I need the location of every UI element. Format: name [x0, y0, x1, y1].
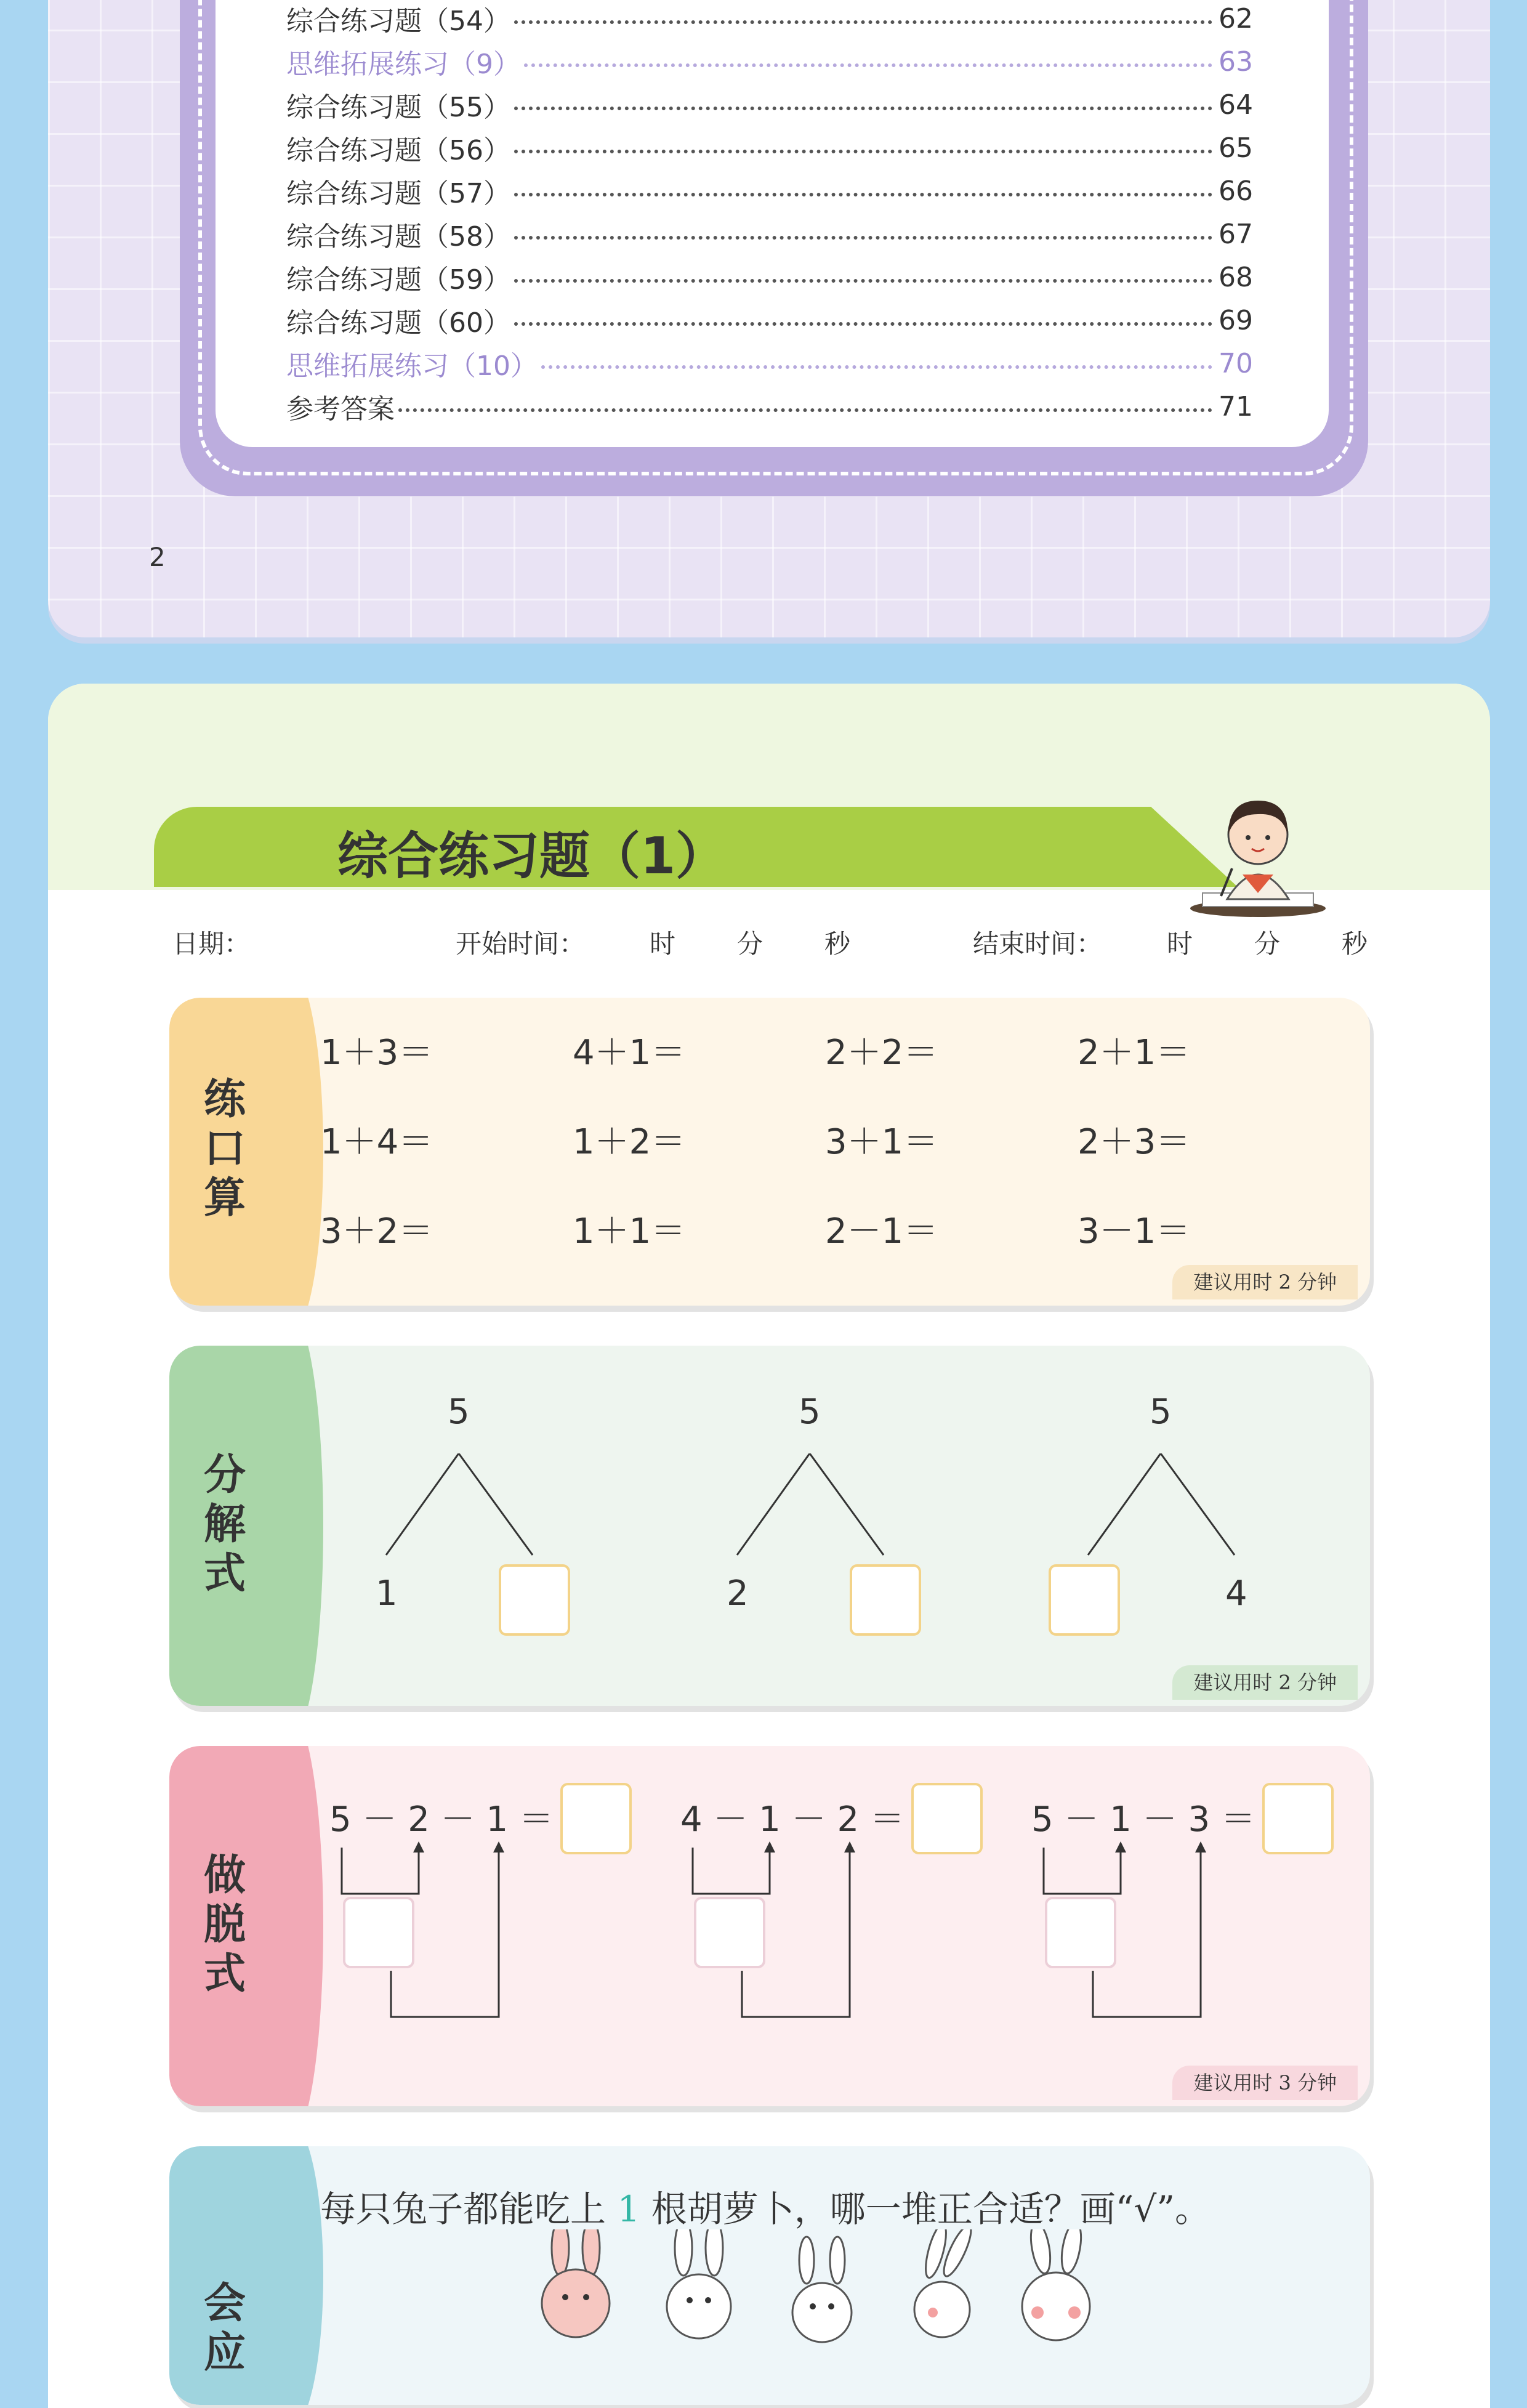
- detach-equation: 4 － 1 － 2 ＝: [680, 1800, 905, 1840]
- decompose-right-number: 4: [1225, 1574, 1247, 1614]
- toc-leader-dots: [514, 279, 1212, 283]
- toc-leader-dots: [514, 107, 1212, 110]
- detach-hint: 建议用时 3 分钟: [1172, 2066, 1358, 2100]
- toc-entry-page: 71: [1219, 390, 1253, 422]
- toc-entry-page: 67: [1219, 218, 1253, 250]
- toc-leader-dots: [398, 408, 1212, 412]
- tab-curve: [256, 2146, 323, 2405]
- toc-entry-label: 综合练习题（58）: [286, 221, 510, 253]
- toc-entry-label: 参考答案: [286, 394, 395, 425]
- tab-curve: [256, 1746, 323, 2106]
- answer-box[interactable]: [1049, 1564, 1120, 1636]
- toc-leader-dots: [514, 193, 1212, 196]
- toc-entry-page: 69: [1219, 304, 1253, 336]
- toc-entry-label: 思维拓展练习（9）: [286, 49, 520, 80]
- worksheet-title: 综合练习题（1）: [337, 827, 727, 886]
- decompose-hint: 建议用时 2 分钟: [1172, 1665, 1358, 1700]
- decompose-panel: [169, 1346, 1370, 1706]
- oral-calc-panel: [169, 998, 1370, 1306]
- decompose-top-number: 5: [448, 1392, 470, 1432]
- tab-curve: [256, 998, 323, 1306]
- toc-entry[interactable]: [286, 86, 1253, 123]
- toc-entry[interactable]: [286, 172, 1253, 209]
- toc-entry-label: 综合练习题（56）: [286, 135, 510, 166]
- question-number: 1: [617, 2188, 640, 2230]
- rabbit-icon: [1022, 2229, 1090, 2340]
- answer-box[interactable]: [850, 1564, 921, 1636]
- toc-leader-dots: [514, 20, 1212, 24]
- toc-entry[interactable]: [286, 302, 1253, 339]
- detach-arrows: [336, 1838, 533, 2035]
- detach-arrows: [1037, 1838, 1235, 2035]
- student-illustration: [1184, 776, 1332, 918]
- page-number: 2: [149, 542, 166, 572]
- rabbit-icon: [914, 2229, 976, 2337]
- toc-entry-page: 68: [1219, 261, 1253, 293]
- answer-box[interactable]: [499, 1564, 570, 1636]
- toc-entry[interactable]: [286, 388, 1253, 425]
- match-question: [320, 2180, 1211, 2232]
- toc-entry[interactable]: [286, 129, 1253, 166]
- toc-entry-label: 思维拓展练习（10）: [286, 350, 538, 382]
- question-text-pre: 每只兔子都能吃上: [320, 2188, 618, 2230]
- toc-entry-page: 70: [1219, 347, 1253, 379]
- toc-entry-label: 综合练习题（60）: [286, 307, 510, 339]
- toc-entry-page: 66: [1219, 175, 1253, 207]
- decompose-left-number: 2: [727, 1574, 749, 1614]
- toc-entry-page: 63: [1219, 46, 1253, 78]
- decompose-branches: [329, 1453, 588, 1577]
- toc-entry-page: 65: [1219, 132, 1253, 164]
- toc-entry-label: 综合练习题（54）: [286, 6, 510, 37]
- detach-arrows: [687, 1838, 884, 2035]
- decompose-top-number: 5: [799, 1392, 821, 1432]
- oral-calc-equation: 1＋4＝: [320, 1122, 433, 1162]
- oral-calc-equation: 2－1＝: [825, 1211, 938, 1251]
- oral-calc-equation: 3－1＝: [1078, 1211, 1191, 1251]
- start-time-label: 开始时间：: [456, 929, 586, 959]
- oral-calc-equation: 2＋2＝: [825, 1033, 938, 1073]
- start-hour-unit: 时: [650, 929, 676, 959]
- toc-entry[interactable]: [286, 43, 1253, 80]
- oral-calc-equation: 2＋1＝: [1078, 1033, 1191, 1073]
- toc-entry-page: 64: [1219, 89, 1253, 121]
- toc-leader-dots: [524, 63, 1212, 67]
- oral-calc-equation: 4＋1＝: [573, 1033, 686, 1073]
- start-minute-unit: 分: [737, 929, 764, 959]
- detach-tab-label: 做 脱 式: [203, 1851, 246, 1998]
- toc-entry[interactable]: [286, 0, 1253, 37]
- end-minute-unit: 分: [1254, 929, 1281, 959]
- oral-calc-equation: 3＋2＝: [320, 1211, 433, 1251]
- question-text-post: 根胡萝卜，哪一堆正合适？画“√”。: [640, 2188, 1211, 2230]
- toc-entry[interactable]: [286, 345, 1253, 382]
- rabbit-icon: [667, 2229, 731, 2338]
- end-hour-unit: 时: [1167, 929, 1193, 959]
- toc-leader-dots: [514, 150, 1212, 153]
- final-answer-box[interactable]: [560, 1783, 632, 1854]
- toc-entry-page: 62: [1219, 2, 1253, 34]
- oral-calc-equation: 3＋1＝: [825, 1122, 938, 1162]
- toc-entry[interactable]: [286, 216, 1253, 253]
- oral-calc-hint: 建议用时 2 分钟: [1172, 1265, 1358, 1299]
- toc-entry-label: 综合练习题（55）: [286, 92, 510, 123]
- date-label: 日期：: [172, 929, 251, 959]
- oral-calc-equation: 1＋3＝: [320, 1033, 433, 1073]
- start-second-unit: 秒: [824, 929, 851, 959]
- tab-curve: [256, 1346, 323, 1706]
- decompose-tab-label: 分 解 式: [203, 1450, 246, 1598]
- final-answer-box[interactable]: [911, 1783, 983, 1854]
- rabbit-icon: [542, 2229, 610, 2337]
- oral-calc-equation: 2＋3＝: [1078, 1122, 1191, 1162]
- match-tab-label: 会 应: [203, 2279, 246, 2377]
- toc-entry-label: 综合练习题（59）: [286, 264, 510, 296]
- oral-calc-equation: 1＋1＝: [573, 1211, 686, 1251]
- toc-entry[interactable]: [286, 259, 1253, 296]
- final-answer-box[interactable]: [1262, 1783, 1334, 1854]
- oral-calc-tab-label: 练 口 算: [203, 1075, 246, 1222]
- detach-equation: 5 － 1 － 3 ＝: [1031, 1800, 1255, 1840]
- decompose-branches: [1031, 1453, 1290, 1577]
- oral-calc-equation: 1＋2＝: [573, 1122, 686, 1162]
- detach-panel: [169, 1746, 1370, 2106]
- end-second-unit: 秒: [1342, 929, 1368, 959]
- decompose-top-number: 5: [1150, 1392, 1172, 1432]
- toc-leader-dots: [514, 236, 1212, 240]
- decompose-branches: [680, 1453, 939, 1577]
- toc-entry-label: 综合练习题（57）: [286, 178, 510, 209]
- detach-equation: 5 － 2 － 1 ＝: [329, 1800, 554, 1840]
- rabbit-icon: [792, 2237, 852, 2342]
- toc-leader-dots: [541, 365, 1212, 369]
- end-time-label: 结束时间：: [973, 929, 1103, 959]
- rabbits-illustration: [530, 2229, 1121, 2360]
- toc-leader-dots: [514, 322, 1212, 326]
- date-time-line: [172, 924, 1373, 967]
- decompose-left-number: 1: [376, 1574, 398, 1614]
